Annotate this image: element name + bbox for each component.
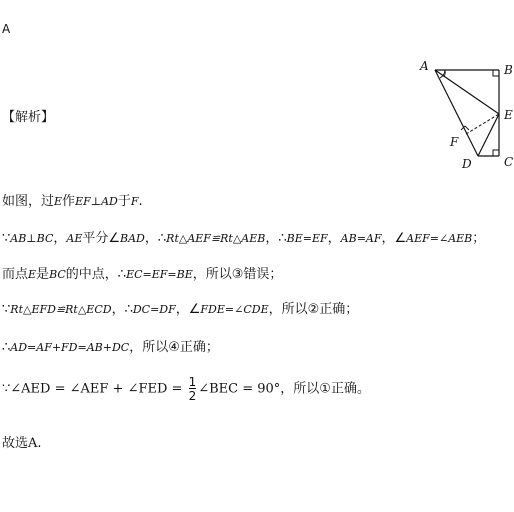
solution-line-1: 如图，过E作EF⊥AD于F. bbox=[2, 194, 143, 209]
label-c: C bbox=[504, 155, 514, 169]
analysis-heading: 【解析】 bbox=[2, 110, 55, 125]
right-angle-b bbox=[493, 70, 499, 76]
label-f: F bbox=[450, 135, 459, 149]
solution-line-6: ∵∠AED = ∠AEF + ∠FED = $\frac{1}{2}$ ∠BEC = 90°，所以①正确。 bbox=[2, 375, 370, 403]
label-b: B bbox=[504, 63, 513, 77]
solution-line-7: 故选A. bbox=[2, 436, 42, 451]
solution-line-5: ∴AD=AF+FD=AB+DC，所以④正确； bbox=[2, 340, 219, 355]
answer-letter: A bbox=[2, 22, 11, 36]
label-a: A bbox=[420, 59, 429, 73]
fraction-one-half: $\frac{1}{2}$ bbox=[188, 375, 197, 403]
geometry-figure bbox=[410, 56, 514, 174]
right-angle-c bbox=[493, 150, 499, 156]
label-e: E bbox=[504, 108, 513, 122]
solution-line-2: ∵AB⊥BC，AE平分∠BAD，∴Rt△AEF≌Rt△AEB，∴BE=EF，AB=AF，∠AEF=∠AEB； bbox=[2, 231, 486, 246]
solution-line-4: ∵Rt△EFD≌Rt△ECD，∴DC=DF，∠FDE=∠CDE，所以②正确； bbox=[2, 302, 359, 317]
label-d: D bbox=[462, 157, 472, 171]
solution-line-3: 而点E是BC的中点，∴EC=EF=BE，所以③错误； bbox=[2, 267, 283, 282]
